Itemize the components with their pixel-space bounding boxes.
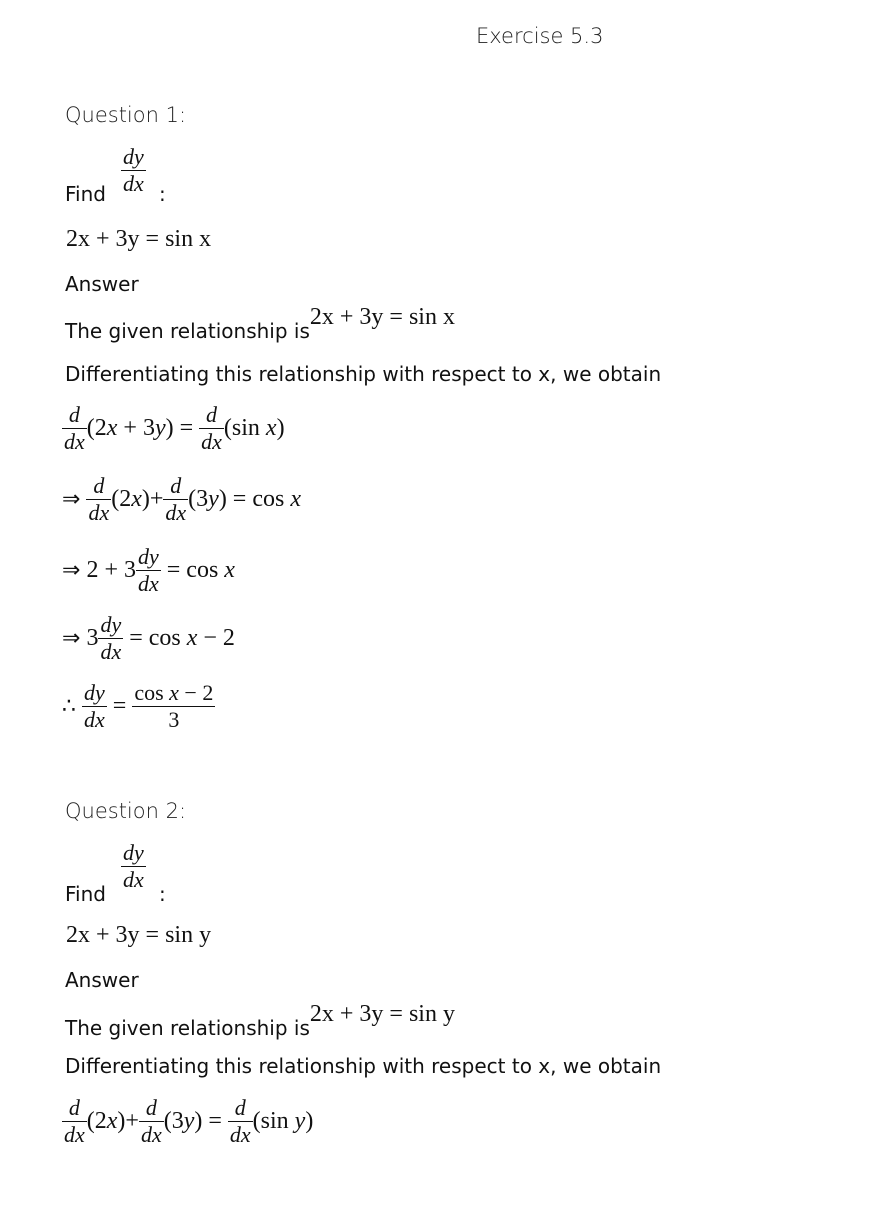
- q1-step-3: ⇒ 2 + 3 $\frac{dy}{dx}$ = cos x: [62, 544, 235, 596]
- q2-differentiating-text: Differentiating this relationship with respect to x, we obtain: [65, 1054, 662, 1078]
- d-dx-fraction: $\frac{d}{dx}$: [229, 1095, 251, 1147]
- d-dx-fraction: $\frac{d}{dx}$: [64, 1095, 85, 1147]
- q2-answer-label: Answer: [65, 968, 139, 992]
- d-dx-fraction: $\frac{d}{dx}$: [165, 473, 187, 525]
- q1-step-2: ⇒ $\frac{d}{dx}$ (2x)+ $\frac{d}{dx}$ (3y) = cos x: [62, 473, 301, 525]
- dy-dx-fraction: $\frac{dy}{dx}$: [137, 544, 159, 596]
- q1-equation: 2x + 3y = sin x: [66, 226, 212, 252]
- d-dx-fraction: $\frac{d}{dx}$: [64, 402, 85, 454]
- given-prefix: The given relationship is: [65, 319, 310, 343]
- given-equation: 2x + 3y = sin x: [309, 304, 455, 330]
- dy-dx-fraction: $\frac{dy}{dx}$: [100, 612, 122, 664]
- page-title: Exercise 5.3: [476, 24, 604, 48]
- fraction-numerator: dy: [123, 144, 144, 169]
- given-prefix: The given relationship is: [65, 1016, 310, 1040]
- q1-differentiating-text: Differentiating this relationship with respect to x, we obtain: [65, 362, 662, 386]
- q2-step-1: $\frac{d}{dx}$ (2x)+ $\frac{d}{dx}$ (3y) = $\frac{d}{dx}$ (sin y): [64, 1095, 314, 1147]
- q2-equation: 2x + 3y = sin y: [66, 922, 212, 948]
- find-label: Find: [65, 182, 106, 206]
- question-1-heading: Question 1:: [65, 103, 187, 127]
- fraction-numerator: dy: [123, 840, 144, 865]
- q1-step-4: ⇒ 3 $\frac{dy}{dx}$ = cos x − 2: [62, 612, 235, 664]
- q2-given-line: [65, 1001, 455, 1040]
- fraction-denominator: dx: [123, 867, 144, 892]
- q1-step-1: $\frac{d}{dx}$ (2x + 3y) = $\frac{d}{dx}$ (sin x): [64, 402, 285, 454]
- dy-dx-fraction: [121, 842, 146, 891]
- find-colon: :: [159, 182, 166, 206]
- fraction-denominator: dx: [123, 171, 144, 196]
- dy-dx-fraction: $\frac{dy}{dx}$: [84, 680, 105, 732]
- dy-dx-fraction: [121, 146, 146, 195]
- find-colon: :: [159, 882, 166, 906]
- question-2-heading: Question 2:: [65, 799, 187, 823]
- q1-given-line: [65, 304, 455, 343]
- d-dx-fraction: $\frac{d}{dx}$: [88, 473, 110, 525]
- find-label: Find: [65, 882, 106, 906]
- d-dx-fraction: $\frac{d}{dx}$: [201, 402, 222, 454]
- q1-step-5: ∴ $\frac{dy}{dx}$ = $\frac{\text{cos x − 2}}{3}$: [62, 680, 214, 732]
- d-dx-fraction: $\frac{d}{dx}$: [140, 1095, 162, 1147]
- q1-answer-label: Answer: [65, 272, 139, 296]
- given-equation: 2x + 3y = sin y: [309, 1001, 455, 1027]
- result-fraction: $\frac{\text{cos x − 2}}{3}$: [134, 680, 214, 732]
